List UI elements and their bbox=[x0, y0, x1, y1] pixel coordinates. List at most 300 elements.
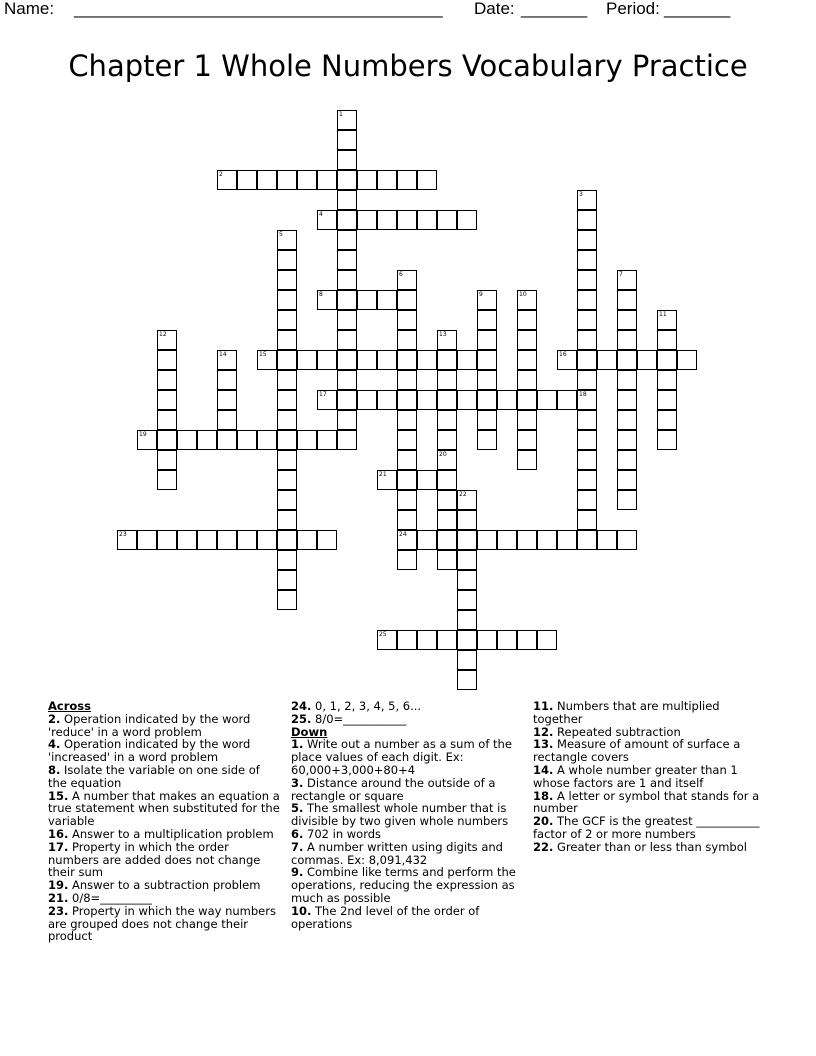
clue-item bbox=[291, 866, 523, 904]
crossword-cell[interactable] bbox=[517, 410, 537, 430]
name-blank[interactable]: _______________________________________ bbox=[74, 0, 443, 18]
clue-text: Answer to a multiplication problem bbox=[68, 826, 274, 841]
crossword-cell[interactable] bbox=[457, 590, 477, 610]
crossword-cell[interactable] bbox=[457, 530, 477, 550]
crossword-cell[interactable] bbox=[477, 410, 497, 430]
clue-number-label: 15. bbox=[48, 788, 69, 803]
crossword-cell[interactable] bbox=[157, 430, 177, 450]
clue-text: 8/0=___________ bbox=[311, 711, 407, 726]
crossword-cell[interactable] bbox=[577, 510, 597, 530]
crossword-cell[interactable] bbox=[617, 450, 637, 470]
clue-number-label: 9. bbox=[291, 865, 304, 880]
clue-number: 4 bbox=[319, 211, 323, 218]
crossword-cell[interactable] bbox=[277, 370, 297, 390]
period-blank[interactable]: _______ bbox=[664, 0, 731, 18]
crossword-cell[interactable] bbox=[217, 390, 237, 410]
crossword-cell[interactable] bbox=[277, 490, 297, 510]
clue-item bbox=[48, 790, 280, 828]
clue-text: Answer to a subtraction problem bbox=[68, 878, 261, 893]
clue-text: A whole number greater than 1 whose factors are 1 and itself bbox=[533, 762, 738, 790]
crossword-cell[interactable] bbox=[297, 350, 317, 370]
crossword-cell[interactable] bbox=[337, 410, 357, 430]
clue-number: 21 bbox=[379, 471, 387, 478]
crossword-cell[interactable] bbox=[477, 350, 497, 370]
clue-number-label: 4. bbox=[48, 737, 61, 752]
crossword-cell[interactable] bbox=[497, 630, 517, 650]
crossword-cell[interactable] bbox=[337, 430, 357, 450]
crossword-cell[interactable] bbox=[357, 350, 377, 370]
crossword-cell[interactable] bbox=[457, 570, 477, 590]
clue-number: 15 bbox=[259, 351, 267, 358]
crossword-cell[interactable] bbox=[397, 390, 417, 410]
clue-number: 7 bbox=[619, 271, 623, 278]
crossword-cell[interactable] bbox=[157, 450, 177, 470]
crossword-cell[interactable] bbox=[277, 330, 297, 350]
crossword-cell[interactable] bbox=[357, 390, 377, 410]
crossword-cell[interactable] bbox=[277, 170, 297, 190]
clue-text: Measure of amount of surface a rectangle covers bbox=[533, 737, 741, 765]
crossword-cell[interactable] bbox=[517, 330, 537, 350]
clue-item bbox=[533, 738, 765, 764]
crossword-cell[interactable] bbox=[397, 430, 417, 450]
crossword-cell[interactable] bbox=[577, 350, 597, 370]
crossword-cell[interactable] bbox=[317, 170, 337, 190]
crossword-cell[interactable] bbox=[277, 430, 297, 450]
crossword-cell[interactable] bbox=[577, 310, 597, 330]
crossword-cell[interactable] bbox=[337, 390, 357, 410]
clue-item bbox=[291, 802, 523, 828]
crossword-cell[interactable] bbox=[457, 610, 477, 630]
crossword-cell[interactable] bbox=[577, 250, 597, 270]
crossword-cell[interactable] bbox=[157, 350, 177, 370]
crossword-cell[interactable] bbox=[617, 390, 637, 410]
crossword-cell[interactable] bbox=[637, 350, 657, 370]
crossword-cell[interactable] bbox=[317, 430, 337, 450]
clue-number-label: 18. bbox=[533, 788, 554, 803]
clue-text: The GCF is the greatest ___________ factor of 2 or more numbers bbox=[533, 814, 760, 841]
clue-text: Property in which the way numbers are grouped does not change their product bbox=[48, 903, 276, 944]
crossword-cell[interactable] bbox=[397, 210, 417, 230]
crossword-cell[interactable] bbox=[337, 210, 357, 230]
crossword-cell[interactable] bbox=[397, 410, 417, 430]
crossword-cell[interactable] bbox=[457, 650, 477, 670]
crossword-cell[interactable] bbox=[437, 350, 457, 370]
crossword-cell[interactable] bbox=[657, 430, 677, 450]
crossword-cell[interactable] bbox=[397, 270, 417, 290]
clue-number: 14 bbox=[219, 351, 227, 358]
crossword-cell[interactable] bbox=[417, 630, 437, 650]
crossword-cell[interactable] bbox=[197, 430, 217, 450]
crossword-cell[interactable] bbox=[337, 310, 357, 330]
crossword-cell[interactable] bbox=[457, 670, 477, 690]
clue-item bbox=[48, 764, 280, 790]
crossword-cell[interactable] bbox=[337, 130, 357, 150]
name-label: Name: bbox=[4, 0, 55, 18]
crossword-cell[interactable] bbox=[277, 230, 297, 250]
crossword-cell[interactable] bbox=[657, 390, 677, 410]
crossword-cell[interactable] bbox=[477, 390, 497, 410]
crossword-cell[interactable] bbox=[497, 530, 517, 550]
clue-text: Repeated subtraction bbox=[553, 724, 681, 739]
crossword-cell[interactable] bbox=[277, 390, 297, 410]
crossword-cell[interactable] bbox=[537, 630, 557, 650]
crossword-cell[interactable] bbox=[277, 470, 297, 490]
crossword-cell[interactable] bbox=[457, 510, 477, 530]
crossword-cell[interactable] bbox=[577, 430, 597, 450]
crossword-cell[interactable] bbox=[157, 410, 177, 430]
crossword-cell[interactable] bbox=[377, 470, 397, 490]
clue-text: 702 in words bbox=[303, 826, 382, 841]
clue-number-label: 1. bbox=[291, 737, 304, 752]
clue-text: 0, 1, 2, 3, 4, 5, 6... bbox=[311, 699, 422, 713]
crossword-cell[interactable] bbox=[197, 530, 217, 550]
crossword-cell[interactable] bbox=[337, 370, 357, 390]
clue-number-label: 21. bbox=[48, 890, 69, 905]
crossword-cell[interactable] bbox=[437, 390, 457, 410]
crossword-cell[interactable] bbox=[397, 630, 417, 650]
crossword-cell[interactable] bbox=[437, 490, 457, 510]
crossword-cell[interactable] bbox=[517, 630, 537, 650]
crossword-cell[interactable] bbox=[437, 370, 457, 390]
crossword-cell[interactable] bbox=[437, 330, 457, 350]
clue-number: 16 bbox=[559, 351, 567, 358]
crossword-cell[interactable] bbox=[617, 350, 637, 370]
crossword-cell[interactable] bbox=[457, 630, 477, 650]
crossword-cell[interactable] bbox=[397, 450, 417, 470]
crossword-cell[interactable] bbox=[317, 530, 337, 550]
crossword-cell[interactable] bbox=[337, 330, 357, 350]
clue-item bbox=[48, 738, 280, 764]
crossword-cell[interactable] bbox=[257, 350, 277, 370]
crossword-cell[interactable] bbox=[157, 470, 177, 490]
crossword-cell[interactable] bbox=[277, 410, 297, 430]
date-label: Date: bbox=[474, 0, 515, 18]
crossword-cell[interactable] bbox=[617, 310, 637, 330]
crossword-cell[interactable] bbox=[577, 210, 597, 230]
crossword-cell[interactable] bbox=[237, 430, 257, 450]
crossword-cell[interactable] bbox=[397, 370, 417, 390]
clue-number: 3 bbox=[579, 191, 583, 198]
crossword-cell[interactable] bbox=[417, 170, 437, 190]
crossword-cell[interactable] bbox=[217, 350, 237, 370]
date-blank[interactable]: _______ bbox=[521, 0, 588, 18]
clue-text: A number that makes an equation a true statement when substituted for the variable bbox=[48, 788, 280, 829]
crossword-cell[interactable] bbox=[477, 290, 497, 310]
crossword-cell[interactable] bbox=[477, 310, 497, 330]
crossword-cell[interactable] bbox=[297, 170, 317, 190]
crossword-cell[interactable] bbox=[277, 350, 297, 370]
crossword-cell[interactable] bbox=[477, 370, 497, 390]
crossword-cell[interactable] bbox=[657, 330, 677, 350]
crossword-cell[interactable] bbox=[577, 390, 597, 410]
crossword-cell[interactable] bbox=[457, 390, 477, 410]
crossword-cell[interactable] bbox=[337, 190, 357, 210]
crossword-cell[interactable] bbox=[517, 430, 537, 450]
clue-number: 20 bbox=[439, 451, 447, 458]
crossword-cell[interactable] bbox=[617, 490, 637, 510]
crossword-cell[interactable] bbox=[617, 270, 637, 290]
crossword-cell[interactable] bbox=[257, 170, 277, 190]
crossword-cell[interactable] bbox=[657, 410, 677, 430]
crossword-cell[interactable] bbox=[557, 530, 577, 550]
clue-number: 17 bbox=[319, 391, 327, 398]
clue-text: Isolate the variable on one side of the equation bbox=[48, 762, 260, 790]
clue-number-label: 22. bbox=[533, 839, 554, 854]
crossword-cell[interactable] bbox=[397, 510, 417, 530]
crossword-cell[interactable] bbox=[437, 530, 457, 550]
crossword-cell[interactable] bbox=[277, 450, 297, 470]
clue-number: 13 bbox=[439, 331, 447, 338]
crossword-cell[interactable] bbox=[297, 530, 317, 550]
clue-number: 18 bbox=[579, 391, 587, 398]
crossword-cell[interactable] bbox=[437, 410, 457, 430]
crossword-cell[interactable] bbox=[617, 290, 637, 310]
crossword-cell[interactable] bbox=[617, 530, 637, 550]
crossword-cell[interactable] bbox=[477, 430, 497, 450]
crossword-cell[interactable] bbox=[337, 290, 357, 310]
clue-number-label: 7. bbox=[291, 839, 304, 854]
crossword-cell[interactable] bbox=[577, 490, 597, 510]
crossword-cell[interactable] bbox=[577, 470, 597, 490]
clue-number-label: 14. bbox=[533, 762, 554, 777]
crossword-cell[interactable] bbox=[417, 470, 437, 490]
clue-section-heading: Across bbox=[48, 699, 91, 713]
crossword-cell[interactable] bbox=[617, 370, 637, 390]
crossword-cell[interactable] bbox=[417, 390, 437, 410]
crossword-cell[interactable] bbox=[457, 490, 477, 510]
crossword-cell[interactable] bbox=[137, 430, 157, 450]
crossword-cell[interactable] bbox=[457, 210, 477, 230]
crossword-cell[interactable] bbox=[477, 630, 497, 650]
crossword-cell[interactable] bbox=[577, 450, 597, 470]
crossword-cell[interactable] bbox=[497, 390, 517, 410]
crossword-cell[interactable] bbox=[277, 270, 297, 290]
crossword-cell[interactable] bbox=[437, 470, 457, 490]
clue-number-label: 6. bbox=[291, 826, 304, 841]
clue-text: The smallest whole number that is divisible by two given whole numbers bbox=[291, 801, 509, 829]
crossword-cell[interactable] bbox=[437, 550, 457, 570]
crossword-cell[interactable] bbox=[297, 430, 317, 450]
crossword-cell[interactable] bbox=[217, 370, 237, 390]
crossword-cell[interactable] bbox=[477, 530, 497, 550]
crossword-cell[interactable] bbox=[277, 250, 297, 270]
crossword-cell[interactable] bbox=[617, 410, 637, 430]
clues-column-1 bbox=[48, 700, 280, 943]
crossword-cell[interactable] bbox=[417, 210, 437, 230]
crossword-cell[interactable] bbox=[277, 550, 297, 570]
crossword-cell[interactable] bbox=[397, 350, 417, 370]
clue-number-label: 2. bbox=[48, 711, 61, 726]
crossword-cell[interactable] bbox=[377, 630, 397, 650]
crossword-cell[interactable] bbox=[397, 470, 417, 490]
crossword-cell[interactable] bbox=[217, 410, 237, 430]
crossword-cell[interactable] bbox=[457, 350, 477, 370]
clue-item bbox=[533, 815, 765, 841]
crossword-cell[interactable] bbox=[397, 330, 417, 350]
crossword-cell[interactable] bbox=[437, 510, 457, 530]
crossword-cell[interactable] bbox=[157, 370, 177, 390]
crossword-cell[interactable] bbox=[397, 170, 417, 190]
crossword-cell[interactable] bbox=[397, 550, 417, 570]
clue-number: 19 bbox=[139, 431, 147, 438]
crossword-cell[interactable] bbox=[437, 430, 457, 450]
clue-number: 10 bbox=[519, 291, 527, 298]
clue-item bbox=[533, 700, 765, 726]
crossword-cell[interactable] bbox=[577, 190, 597, 210]
crossword-cell[interactable] bbox=[417, 350, 437, 370]
clue-text: A letter or symbol that stands for a number bbox=[533, 788, 760, 816]
crossword-cell[interactable] bbox=[577, 290, 597, 310]
crossword-cell[interactable] bbox=[157, 330, 177, 350]
crossword-cell[interactable] bbox=[377, 350, 397, 370]
clue-item bbox=[533, 790, 765, 816]
clue-number: 24 bbox=[399, 531, 407, 538]
crossword-cell[interactable] bbox=[577, 410, 597, 430]
clue-number-label: 20. bbox=[533, 814, 554, 829]
crossword-cell[interactable] bbox=[337, 170, 357, 190]
crossword-cell[interactable] bbox=[397, 310, 417, 330]
crossword-cell[interactable] bbox=[117, 530, 137, 550]
crossword-cell[interactable] bbox=[337, 110, 357, 130]
crossword-cell[interactable] bbox=[317, 350, 337, 370]
crossword-cell[interactable] bbox=[617, 430, 637, 450]
crossword-cell[interactable] bbox=[577, 330, 597, 350]
clue-number: 12 bbox=[159, 331, 167, 338]
crossword-cell[interactable] bbox=[457, 550, 477, 570]
clue-item bbox=[291, 713, 523, 726]
crossword-cell[interactable] bbox=[377, 390, 397, 410]
crossword-cell[interactable] bbox=[557, 390, 577, 410]
crossword-cell[interactable] bbox=[277, 310, 297, 330]
crossword-cell[interactable] bbox=[477, 330, 497, 350]
clue-number: 22 bbox=[459, 491, 467, 498]
crossword-cell[interactable] bbox=[517, 390, 537, 410]
crossword-cell[interactable] bbox=[337, 150, 357, 170]
crossword-cell[interactable] bbox=[337, 230, 357, 250]
crossword-cell[interactable] bbox=[257, 430, 277, 450]
clue-text: Write out a number as a sum of the place values of each digit. Ex: 60,000+3,000+80+4 bbox=[291, 737, 512, 777]
clue-number: 1 bbox=[339, 111, 343, 118]
crossword-cell[interactable] bbox=[397, 490, 417, 510]
crossword-cell[interactable] bbox=[177, 530, 197, 550]
crossword-cell[interactable] bbox=[337, 350, 357, 370]
crossword-cell[interactable] bbox=[237, 530, 257, 550]
crossword-cell[interactable] bbox=[277, 510, 297, 530]
crossword-cell[interactable] bbox=[557, 350, 577, 370]
crossword-cell[interactable] bbox=[597, 350, 617, 370]
clues-column-3 bbox=[533, 700, 765, 854]
crossword-cell[interactable] bbox=[317, 210, 337, 230]
crossword-cell[interactable] bbox=[317, 390, 337, 410]
clues-column-2 bbox=[291, 700, 523, 930]
crossword-cell[interactable] bbox=[217, 530, 237, 550]
crossword-cell[interactable] bbox=[217, 430, 237, 450]
crossword-cell[interactable] bbox=[577, 530, 597, 550]
crossword-cell[interactable] bbox=[617, 330, 637, 350]
crossword-cell[interactable] bbox=[437, 450, 457, 470]
crossword-cell[interactable] bbox=[517, 530, 537, 550]
clue-number-label: 8. bbox=[48, 762, 61, 777]
crossword-cell[interactable] bbox=[177, 430, 197, 450]
crossword-cell[interactable] bbox=[357, 290, 377, 310]
clue-text: Numbers that are multiplied together bbox=[533, 699, 720, 726]
clue-text: Distance around the outside of a rectangle or square bbox=[291, 775, 496, 803]
clue-text: A number written using digits and commas. Ex: 8,091,432 bbox=[291, 839, 503, 867]
crossword-cell[interactable] bbox=[357, 210, 377, 230]
clue-item bbox=[291, 738, 523, 776]
crossword-cell[interactable] bbox=[237, 170, 257, 190]
crossword-cell[interactable] bbox=[517, 290, 537, 310]
clue-item bbox=[291, 777, 523, 803]
page-title: Chapter 1 Whole Numbers Vocabulary Practice bbox=[68, 49, 748, 83]
clue-text: Operation indicated by the word 'increased' in a word problem bbox=[48, 737, 251, 765]
crossword-cell[interactable] bbox=[517, 370, 537, 390]
crossword-cell[interactable] bbox=[597, 530, 617, 550]
clue-number-label: 24. bbox=[291, 699, 312, 713]
crossword-cell[interactable] bbox=[337, 270, 357, 290]
clue-number-label: 16. bbox=[48, 826, 69, 841]
crossword-cell[interactable] bbox=[517, 310, 537, 330]
crossword-cell[interactable] bbox=[437, 210, 457, 230]
crossword-cell[interactable] bbox=[577, 230, 597, 250]
clue-text: 0/8=_________ bbox=[68, 890, 152, 905]
clue-number-label: 13. bbox=[533, 737, 554, 752]
crossword-cell[interactable] bbox=[257, 530, 277, 550]
clue-text: Combine like terms and perform the operations, reducing the expression as much as possible bbox=[291, 865, 516, 905]
crossword-cell[interactable] bbox=[517, 350, 537, 370]
crossword-cell[interactable] bbox=[397, 530, 417, 550]
crossword-cell[interactable] bbox=[397, 290, 417, 310]
clue-text: Greater than or less than symbol bbox=[553, 839, 747, 854]
crossword-cell[interactable] bbox=[317, 290, 337, 310]
crossword-cell[interactable] bbox=[377, 210, 397, 230]
crossword-cell[interactable] bbox=[537, 390, 557, 410]
crossword-cell[interactable] bbox=[617, 470, 637, 490]
crossword-cell[interactable] bbox=[137, 530, 157, 550]
clue-number: 11 bbox=[659, 311, 667, 318]
crossword-cell[interactable] bbox=[657, 350, 677, 370]
crossword-cell[interactable] bbox=[337, 250, 357, 270]
crossword-cell[interactable] bbox=[437, 630, 457, 650]
crossword-cell[interactable] bbox=[577, 370, 597, 390]
crossword-cell[interactable] bbox=[537, 530, 557, 550]
crossword-cell[interactable] bbox=[377, 170, 397, 190]
crossword-cell[interactable] bbox=[377, 290, 397, 310]
clue-text: The 2nd level of the order of operations bbox=[291, 903, 480, 931]
crossword-cell[interactable] bbox=[657, 310, 677, 330]
clue-item bbox=[291, 841, 523, 867]
clue-item bbox=[533, 764, 765, 790]
crossword-cell[interactable] bbox=[417, 530, 437, 550]
crossword-cell[interactable] bbox=[157, 390, 177, 410]
crossword-cell[interactable] bbox=[277, 530, 297, 550]
clue-text: Operation indicated by the word 'reduce' in a word problem bbox=[48, 711, 251, 739]
clue-number-label: 5. bbox=[291, 801, 304, 816]
crossword-cell[interactable] bbox=[277, 590, 297, 610]
clue-item bbox=[48, 905, 280, 943]
crossword-cell[interactable] bbox=[657, 370, 677, 390]
clue-number-label: 11. bbox=[533, 699, 554, 713]
crossword-cell[interactable] bbox=[277, 290, 297, 310]
crossword-cell[interactable] bbox=[577, 270, 597, 290]
crossword-cell[interactable] bbox=[517, 450, 537, 470]
crossword-cell[interactable] bbox=[217, 170, 237, 190]
crossword-cell[interactable] bbox=[677, 350, 697, 370]
crossword-cell[interactable] bbox=[357, 170, 377, 190]
crossword-cell[interactable] bbox=[277, 570, 297, 590]
clue-number-label: 3. bbox=[291, 775, 304, 790]
crossword-cell[interactable] bbox=[157, 530, 177, 550]
